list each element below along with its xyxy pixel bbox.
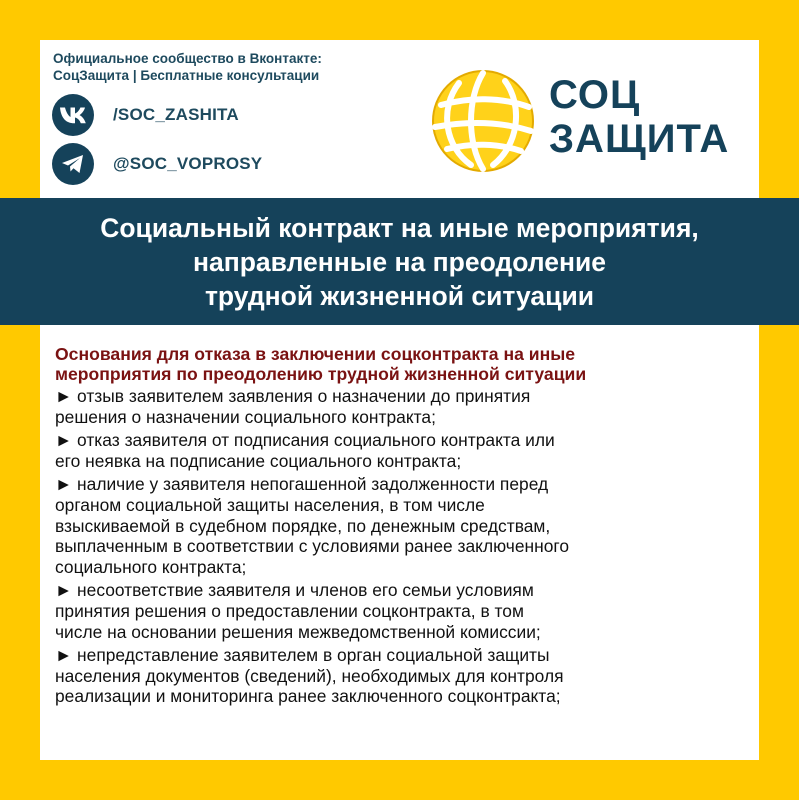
- vk-link[interactable]: [52, 94, 239, 136]
- section-heading-line-2: мероприятия по преодолению трудной жизненной ситуации: [55, 364, 587, 384]
- community-line-2: СоцЗащита | Бесплатные консультации: [53, 68, 320, 83]
- list-item-line: социального контракта;: [55, 556, 247, 577]
- list-item-line: его неявка на подписание социального контракта;: [55, 450, 462, 471]
- title-line-1: Социальный контракт на иные мероприятия,: [100, 212, 699, 243]
- title-banner: [0, 198, 799, 325]
- title-line-2: направленные на преодоление: [192, 246, 607, 277]
- list-item-line: населения документов (сведений), необходимых для контроля: [55, 665, 564, 686]
- list-item-line: выплаченным в соответствии с условиями ранее заключенного: [55, 536, 570, 557]
- list-item-line: ► отказ заявителя от подписания социального контракта или: [55, 430, 555, 451]
- content-card: [40, 325, 759, 760]
- community-line-1: Официальное сообщество в Вконтакте:: [53, 51, 322, 66]
- list-item-line: принятия решения о предоставлении соцконтракта, в том: [55, 600, 524, 621]
- refusal-grounds-list: [55, 386, 755, 710]
- list-item-line: ► отзыв заявителем заявления о назначении до принятия: [55, 386, 531, 406]
- list-item: [55, 386, 755, 427]
- telegram-handle: @SOC_VOPROSY: [113, 154, 263, 173]
- list-item-line: взыскиваемой в судебном порядке, по денежным средствам,: [55, 515, 551, 536]
- list-item-line: органом социальной защиты населения, в том числе: [55, 494, 485, 515]
- list-item-line: ► непредставление заявителем в орган социальной защиты: [55, 645, 550, 666]
- list-item: [55, 580, 755, 642]
- list-item-line: ► несоответствие заявителя и членов его семьи условиям: [55, 580, 534, 601]
- telegram-icon: [52, 143, 94, 185]
- logo-wordmark: [549, 73, 729, 161]
- section-heading-line-1: Основания для отказа в заключении соцконтракта на иные: [55, 344, 576, 364]
- telegram-link[interactable]: [52, 143, 262, 185]
- vk-icon: [52, 94, 94, 136]
- vk-handle: /SOC_ZASHITA: [113, 105, 239, 124]
- logo-line-2: ЗАЩИТА: [549, 117, 730, 161]
- title-line-3: трудной жизненной ситуации: [204, 280, 595, 311]
- community-info: [53, 50, 322, 84]
- list-item-line: реализации и мониторинга ранее заключенного соцконтракта;: [55, 686, 561, 707]
- list-item: [55, 645, 755, 707]
- list-item-line: числе на основании решения межведомственной комиссии;: [55, 621, 541, 642]
- list-item-line: ► наличие у заявителя непогашенной задолженности перед: [55, 474, 549, 495]
- section-heading: [55, 344, 755, 384]
- list-item: [55, 474, 755, 577]
- globe-logo-icon: [431, 69, 535, 173]
- logo-line-1: СОЦ: [549, 73, 641, 117]
- list-item: [55, 430, 755, 471]
- header-card: [40, 40, 759, 198]
- list-item-line: решения о назначении социального контракта;: [55, 406, 436, 427]
